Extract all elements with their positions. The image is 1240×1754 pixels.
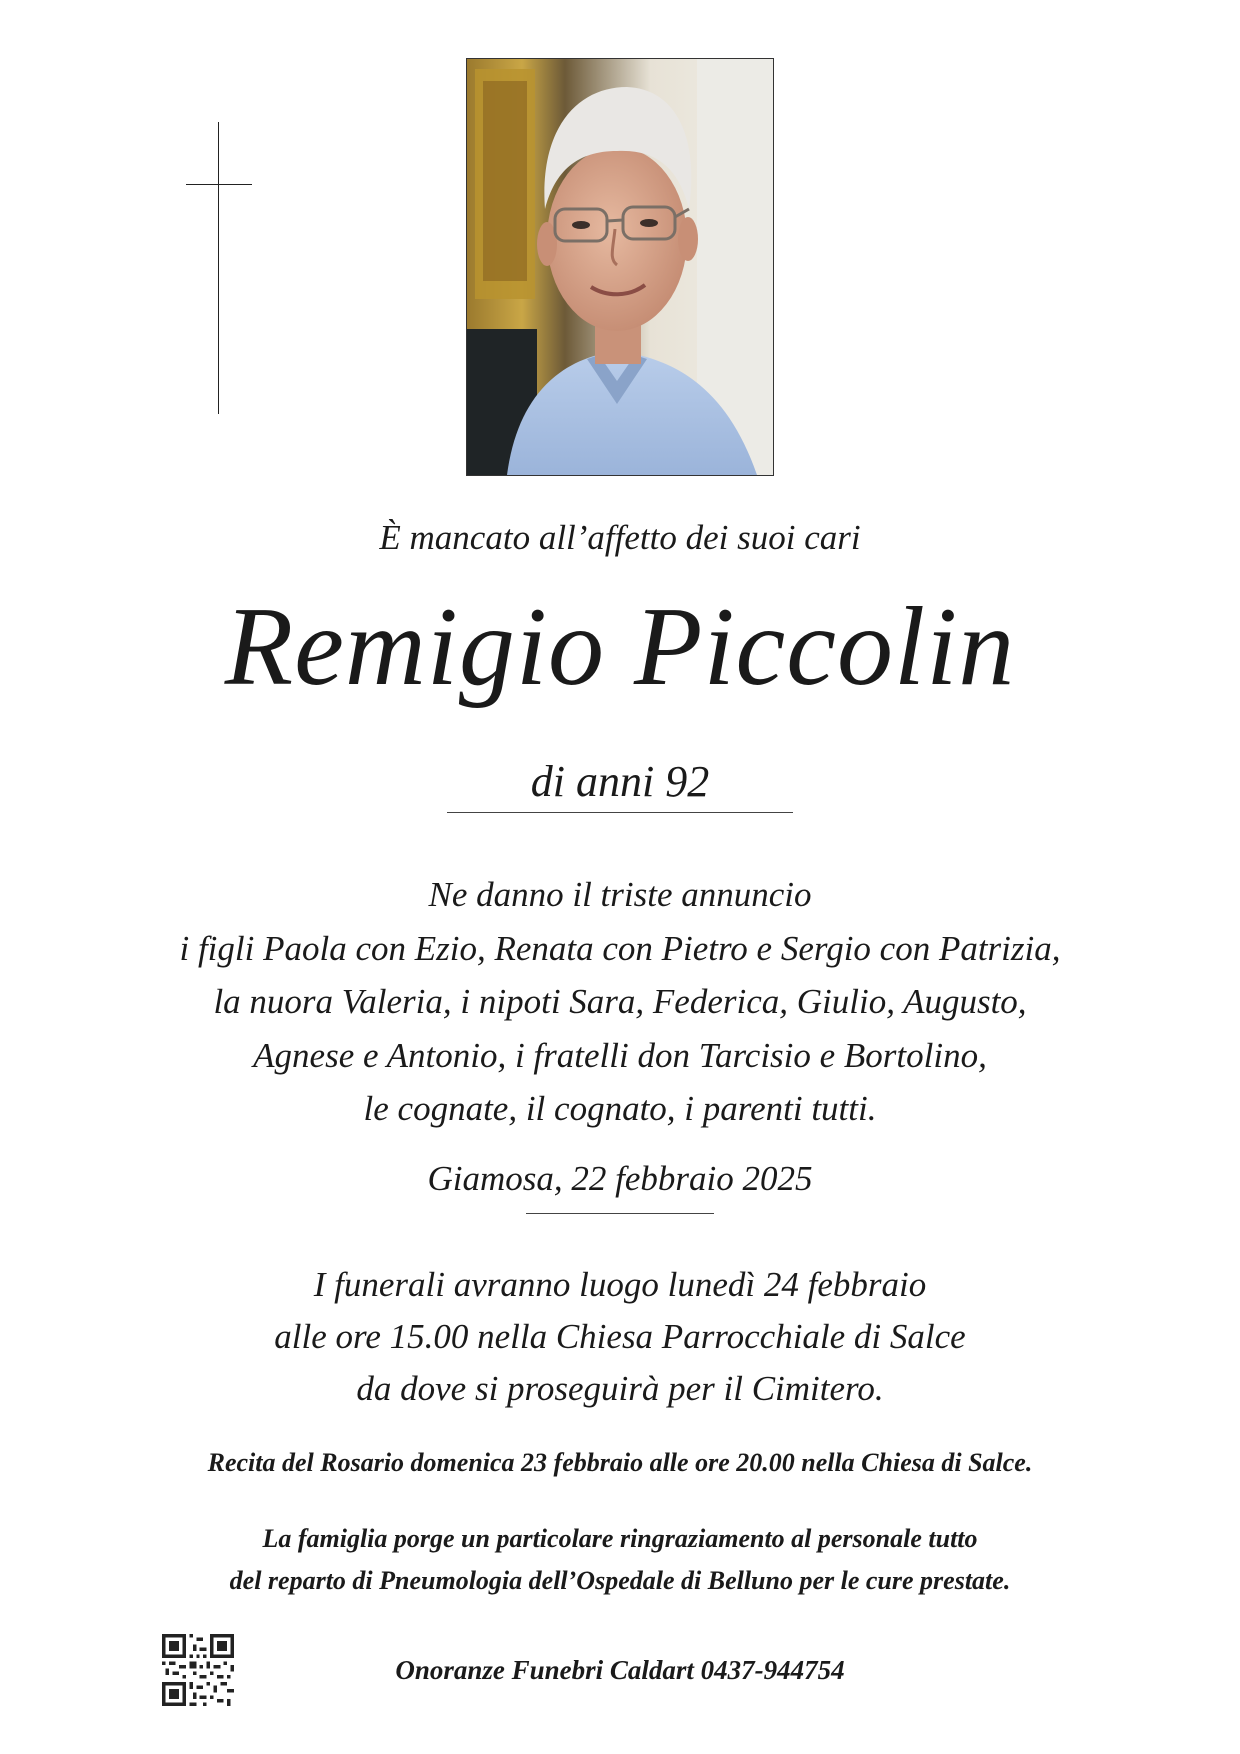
funeral-line: I funerali avranno luogo lunedì 24 febbraio [313,1265,927,1304]
funeral-home-contact: Onoranze Funebri Caldart 0437-944754 [395,1655,845,1685]
announcement-line: Agnese e Antonio, i fratelli don Tarcisio e Bortolino, [253,1035,987,1075]
funeral-line: alle ore 15.00 nella Chiesa Parrocchiale di Salce [274,1317,966,1356]
date-divider [526,1213,714,1214]
cross-horizontal-bar [186,184,252,185]
announcement-line: la nuora Valeria, i nipoti Sara, Federica, Giulio, Augusto, [213,982,1027,1021]
rosary-notice: Recita del Rosario domenica 23 febbraio alle ore 20.00 nella Chiesa di Salce. [207,1448,1033,1477]
thanks-line: La famiglia porge un particolare ringraziamento al personale tutto [262,1524,978,1553]
place-date: Giamosa, 22 febbraio 2025 [427,1159,813,1198]
cross-icon [186,122,252,414]
announcement-block [0,868,1240,1136]
thanks-block [0,1518,1240,1602]
thanks-line: del reparto di Pneumologia dell’Ospedale di Belluno per le cure prestate. [229,1566,1011,1595]
deceased-name: Remigio Piccolin [224,585,1016,709]
funeral-info [0,1259,1240,1415]
funeral-line: da dove si proseguirà per il Cimitero. [356,1369,884,1408]
cross-vertical-bar [218,122,219,414]
announcement-line: Ne danno il triste annuncio [428,875,812,914]
age-divider [447,812,793,813]
age-text: di anni 92 [530,757,710,806]
announcement-line: le cognate, il cognato, i parenti tutti. [363,1089,877,1128]
intro-text: È mancato all’affetto dei suoi cari [379,518,861,557]
announcement-line: i figli Paola con Ezio, Renata con Pietro e Sergio con Patrizia, [179,928,1061,968]
portrait-photo [466,58,774,476]
